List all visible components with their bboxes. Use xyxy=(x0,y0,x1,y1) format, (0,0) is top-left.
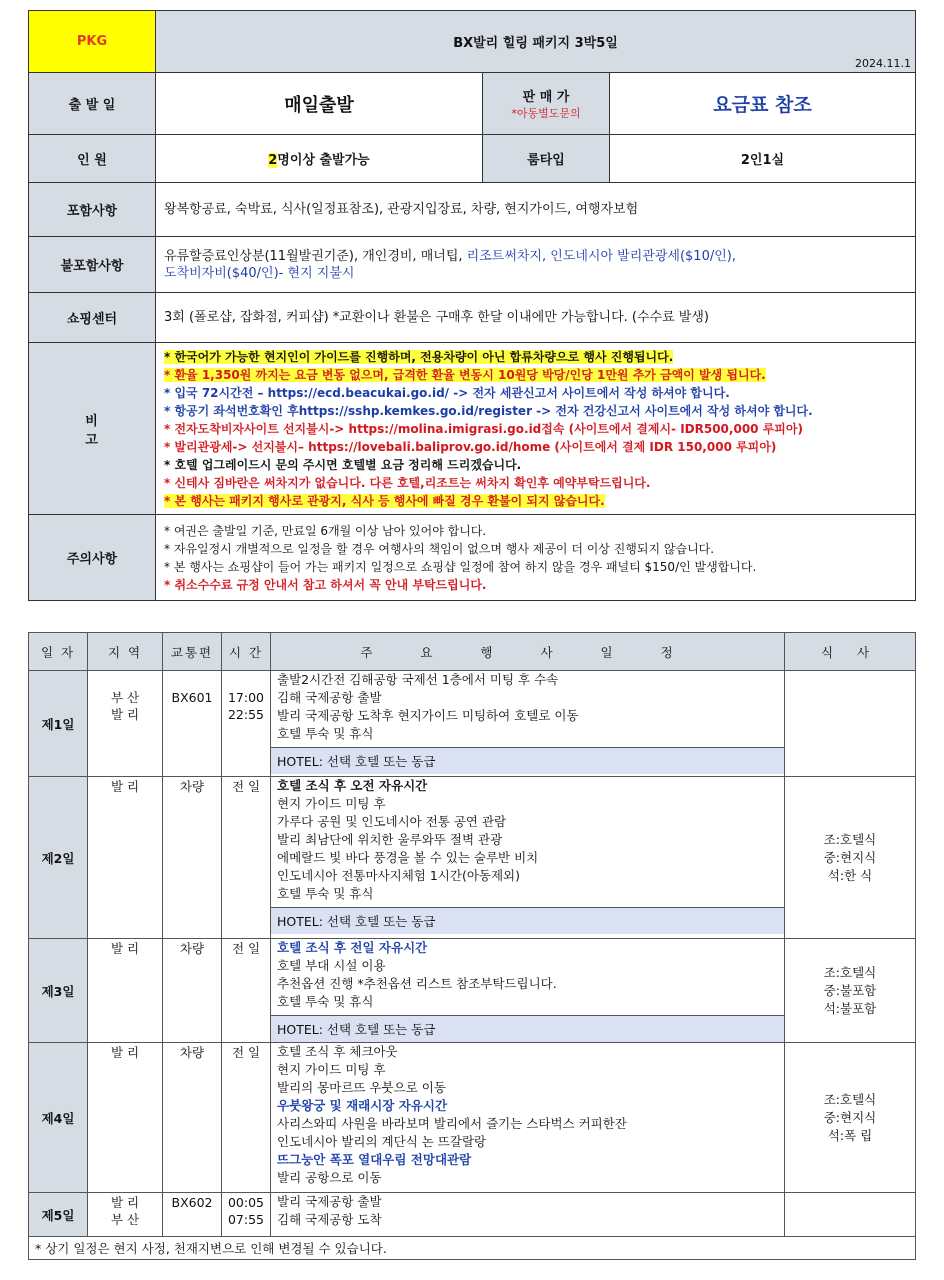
schedule-line: 인도네시아 발리의 계단식 논 뜨갈랄랑 xyxy=(277,1134,487,1149)
schedule-line: 에메랄드 빛 바다 풍경을 볼 수 있는 술루반 비치 xyxy=(277,850,539,865)
remarks-label: 비 고 xyxy=(29,343,156,515)
caution-item: * 본 행사는 쇼핑샵이 들어 가는 패키지 일정으로 쇼핑샵 일정에 참여 하지 않을 경우 패널티 $150/인 발생합니다. xyxy=(164,559,757,574)
remark-item: * 신테사 짐바란은 써차지가 없습니다. 다른 호텔,리조트는 써차지 확인후 예약부탁드립니다. xyxy=(164,475,651,490)
remark-item: * 항공기 좌석번호확인 후https://sshp.kemkes.go.id/register -> 전자 건강신고서 사이트에서 작성 하셔야 합니다. xyxy=(164,403,813,418)
schedule-line: 김해 국제공항 출발 xyxy=(277,690,382,705)
time-value: 00:05 xyxy=(227,1195,265,1210)
day-row xyxy=(29,939,916,1043)
remark-item: * 호텔 업그레이드시 문의 주시면 호텔별 요금 정리해 드리겠습니다. xyxy=(164,457,522,472)
day-label: 제2일 xyxy=(29,777,88,939)
col-header-transport: 교통편 xyxy=(163,633,222,671)
room-value: 2인1실 xyxy=(610,135,916,183)
transport-cell: 차량 xyxy=(163,1043,222,1193)
people-min-count: 2 xyxy=(268,153,278,168)
time-value: 07:55 xyxy=(227,1212,265,1227)
col-header-itinerary: 주 요 행 사 일 정 xyxy=(271,633,785,671)
schedule-line: 호텔 투숙 및 휴식 xyxy=(277,886,374,901)
schedule-line: 출발2시간전 김해공항 국제선 1층에서 미팅 후 수속 xyxy=(277,672,559,687)
region-name: 부 산 xyxy=(110,1212,140,1227)
schedule-line: 추천옵션 진행 *추천옵션 리스트 참조부탁드립니다. xyxy=(277,976,557,991)
meal-item: 석:폭 립 xyxy=(827,1127,873,1143)
meal-cell xyxy=(785,939,916,1043)
meal-cell xyxy=(785,1193,916,1237)
cautions-label: 주의사항 xyxy=(29,515,156,601)
region-cell: 발 리 xyxy=(88,1043,163,1193)
excluded-text-part1: 유류할증료인상분(11월발권기준), 개인경비, 매너팁, xyxy=(164,248,467,264)
schedule-line: 발리 최남단에 위치한 울루와뚜 절벽 관광 xyxy=(277,832,503,847)
region-name: 부 산 xyxy=(110,690,140,705)
meal-item: 조:호텔식 xyxy=(823,964,877,980)
price-label-cell xyxy=(483,73,610,135)
caution-item: * 취소수수료 규정 안내서 참고 하셔서 꼭 안내 부탁드립니다. xyxy=(164,577,487,592)
remarks-list xyxy=(156,343,916,515)
document-date: 2024.11.1 xyxy=(855,57,911,70)
schedule-line: 발리의 몽마르뜨 우붓으로 이동 xyxy=(277,1080,446,1095)
day-label: 제3일 xyxy=(29,939,88,1043)
schedule-line: 현지 가이드 미팅 후 xyxy=(277,796,386,811)
included-text: 왕복항공료, 숙박료, 식사(일정표참조), 관광지입장료, 차량, 현지가이드, 여행자보험 xyxy=(156,183,916,237)
meal-item: 중:현지식 xyxy=(823,849,877,865)
col-header-time: 시 간 xyxy=(222,633,271,671)
meal-item: 조:호텔식 xyxy=(823,831,877,847)
day-label: 제5일 xyxy=(29,1193,88,1237)
schedule-cell xyxy=(271,1043,785,1193)
schedule-line: 발리 공항으로 이동 xyxy=(277,1170,382,1185)
excluded-label: 불포함사항 xyxy=(29,237,156,293)
itinerary-table xyxy=(28,632,916,1260)
schedule-cell xyxy=(271,671,785,777)
remark-item: * 본 행사는 패키지 행사로 관광지, 식사 등 행사에 빠질 경우 환불이 되지 않습니다. xyxy=(164,493,605,508)
excluded-text xyxy=(156,237,916,293)
col-header-region: 지 역 xyxy=(88,633,163,671)
remark-item: * 환율 1,350원 까지는 요금 변동 없으며, 급격한 환율 변동시 10원당 박당/인당 1만원 추가 금액이 발생 됩니다. xyxy=(164,367,766,382)
shopping-label: 쇼핑센터 xyxy=(29,293,156,343)
cautions-list xyxy=(156,515,916,601)
time-cell: 전 일 xyxy=(222,939,271,1043)
meal-item: 석:한 식 xyxy=(827,867,873,883)
schedule-cell xyxy=(271,1193,785,1237)
included-label: 포함사항 xyxy=(29,183,156,237)
transport-cell: 차량 xyxy=(163,777,222,939)
schedule-line: 호텔 투숙 및 휴식 xyxy=(277,994,374,1009)
time-cell xyxy=(222,1193,271,1237)
schedule-line: 뜨그눙안 폭포 열대우림 전망대관람 xyxy=(277,1152,472,1167)
room-label: 룸타입 xyxy=(483,135,610,183)
package-title xyxy=(156,11,916,73)
hotel-info: HOTEL: 선택 호텔 또는 동급 xyxy=(271,907,784,934)
time-cell: 전 일 xyxy=(222,777,271,939)
package-title-text: BX발리 힐링 패키지 3박5일 xyxy=(453,36,618,51)
price-value: 요금표 참조 xyxy=(610,73,916,135)
col-header-meal: 식 사 xyxy=(785,633,916,671)
meal-item: 중:현지식 xyxy=(823,1109,877,1125)
hotel-info: HOTEL: 선택 호텔 또는 동급 xyxy=(271,747,784,774)
excluded-text-part3: 도착비자비($40/인)- 현지 지불시 xyxy=(164,265,355,281)
hotel-info: HOTEL: 선택 호텔 또는 동급 xyxy=(271,1015,784,1042)
caution-item: * 자유일정시 개별적으로 일정을 할 경우 여행사의 책임이 없으며 행사 제공이 더 이상 진행되지 않습니다. xyxy=(164,541,715,556)
remark-item: * 발리관광세-> 선지불시– https://lovebali.baliprov.go.id/home (사이트에서 결제 IDR 150,000 루피아) xyxy=(164,439,777,454)
schedule-line: 우붓왕궁 및 재래시장 자유시간 xyxy=(277,1098,448,1113)
excluded-text-part2: 리조트써차지, 인도네시아 발리관광세($10/인), xyxy=(466,248,736,264)
schedule-line: 인도네시아 전통마사지체험 1시간(아동제외) xyxy=(277,868,521,883)
day-row xyxy=(29,1043,916,1193)
day-row xyxy=(29,777,916,939)
remark-item: * 입국 72시간전 – https://ecd.beacukai.go.id/ -> 전자 세관신고서 사이트에서 작성 하셔야 합니다. xyxy=(164,385,730,400)
price-label: 판 매 가 xyxy=(522,90,570,105)
schedule-line: 호텔 조식 후 오전 자유시간 xyxy=(277,778,428,793)
price-sub-note: *아동별도문의 xyxy=(511,107,581,120)
departure-value: 매일출발 xyxy=(156,73,483,135)
day-label: 제1일 xyxy=(29,671,88,777)
remark-item: * 한국어가 가능한 현지인이 가이드를 진행하며, 전용차량이 아닌 합류차량으로 행사 진행됩니다. xyxy=(164,349,674,364)
region-name: 발 리 xyxy=(110,1195,140,1210)
schedule-line: 가루다 공원 및 인도네시아 전통 공연 관람 xyxy=(277,814,507,829)
transport-cell: 차량 xyxy=(163,939,222,1043)
schedule-cell xyxy=(271,939,785,1043)
time-value: 22:55 xyxy=(227,707,265,722)
meal-cell xyxy=(785,777,916,939)
meal-cell xyxy=(785,671,916,777)
region-cell: 발 리 xyxy=(88,777,163,939)
people-value-text: 명이상 출발가능 xyxy=(277,153,370,168)
package-info-table xyxy=(28,10,916,601)
pkg-label: PKG xyxy=(29,11,156,73)
caution-item: * 여권은 출발일 기준, 만료일 6개월 이상 남아 있어야 합니다. xyxy=(164,523,487,538)
meal-item: 석:불포함 xyxy=(823,1000,877,1016)
people-value xyxy=(156,135,483,183)
time-cell: 전 일 xyxy=(222,1043,271,1193)
people-label: 인 원 xyxy=(29,135,156,183)
schedule-line: 발리 국제공항 출발 xyxy=(277,1194,382,1209)
schedule-line: 호텔 투숙 및 휴식 xyxy=(277,726,374,741)
region-cell: 발 리 xyxy=(88,939,163,1043)
region-cell xyxy=(88,671,163,777)
region-name: 발 리 xyxy=(110,707,140,722)
col-header-day: 일 자 xyxy=(29,633,88,671)
region-cell xyxy=(88,1193,163,1237)
remark-item: * 전자도착비자사이트 선지불시-> https://molina.imigrasi.go.id접속 (사이트에서 결제시- IDR500,000 루피아) xyxy=(164,421,803,436)
shopping-text: 3회 (폴로샵, 잡화점, 커피샵) *교환이나 환불은 구매후 한달 이내에만 가능합니다. (수수료 발생) xyxy=(156,293,916,343)
schedule-line: 발리 국제공항 도착후 현지가이드 미팅하여 호텔로 이동 xyxy=(277,708,579,723)
time-cell xyxy=(222,671,271,777)
schedule-line: 사리스와띠 사원을 바라보며 발리에서 즐기는 스타벅스 커피한잔 xyxy=(277,1116,627,1131)
schedule-line: 호텔 조식 후 체크아웃 xyxy=(277,1044,398,1059)
schedule-line: 호텔 조식 후 전일 자유시간 xyxy=(277,940,428,955)
time-value: 17:00 xyxy=(227,690,265,705)
footnote: * 상기 일정은 현지 사정, 천재지변으로 인해 변경될 수 있습니다. xyxy=(29,1237,916,1260)
meal-item: 조:호텔식 xyxy=(823,1091,877,1107)
meal-cell xyxy=(785,1043,916,1193)
transport-cell: BX602 xyxy=(163,1193,222,1237)
day-row xyxy=(29,671,916,777)
day-row xyxy=(29,1193,916,1237)
schedule-line: 김해 국제공항 도착 xyxy=(277,1212,382,1227)
departure-label: 출 발 일 xyxy=(29,73,156,135)
transport-cell: BX601 xyxy=(163,671,222,777)
schedule-line: 현지 가이드 미팅 후 xyxy=(277,1062,386,1077)
schedule-line: 호텔 부대 시설 이용 xyxy=(277,958,386,973)
schedule-cell xyxy=(271,777,785,939)
meal-item: 중:불포함 xyxy=(823,982,877,998)
day-label: 제4일 xyxy=(29,1043,88,1193)
